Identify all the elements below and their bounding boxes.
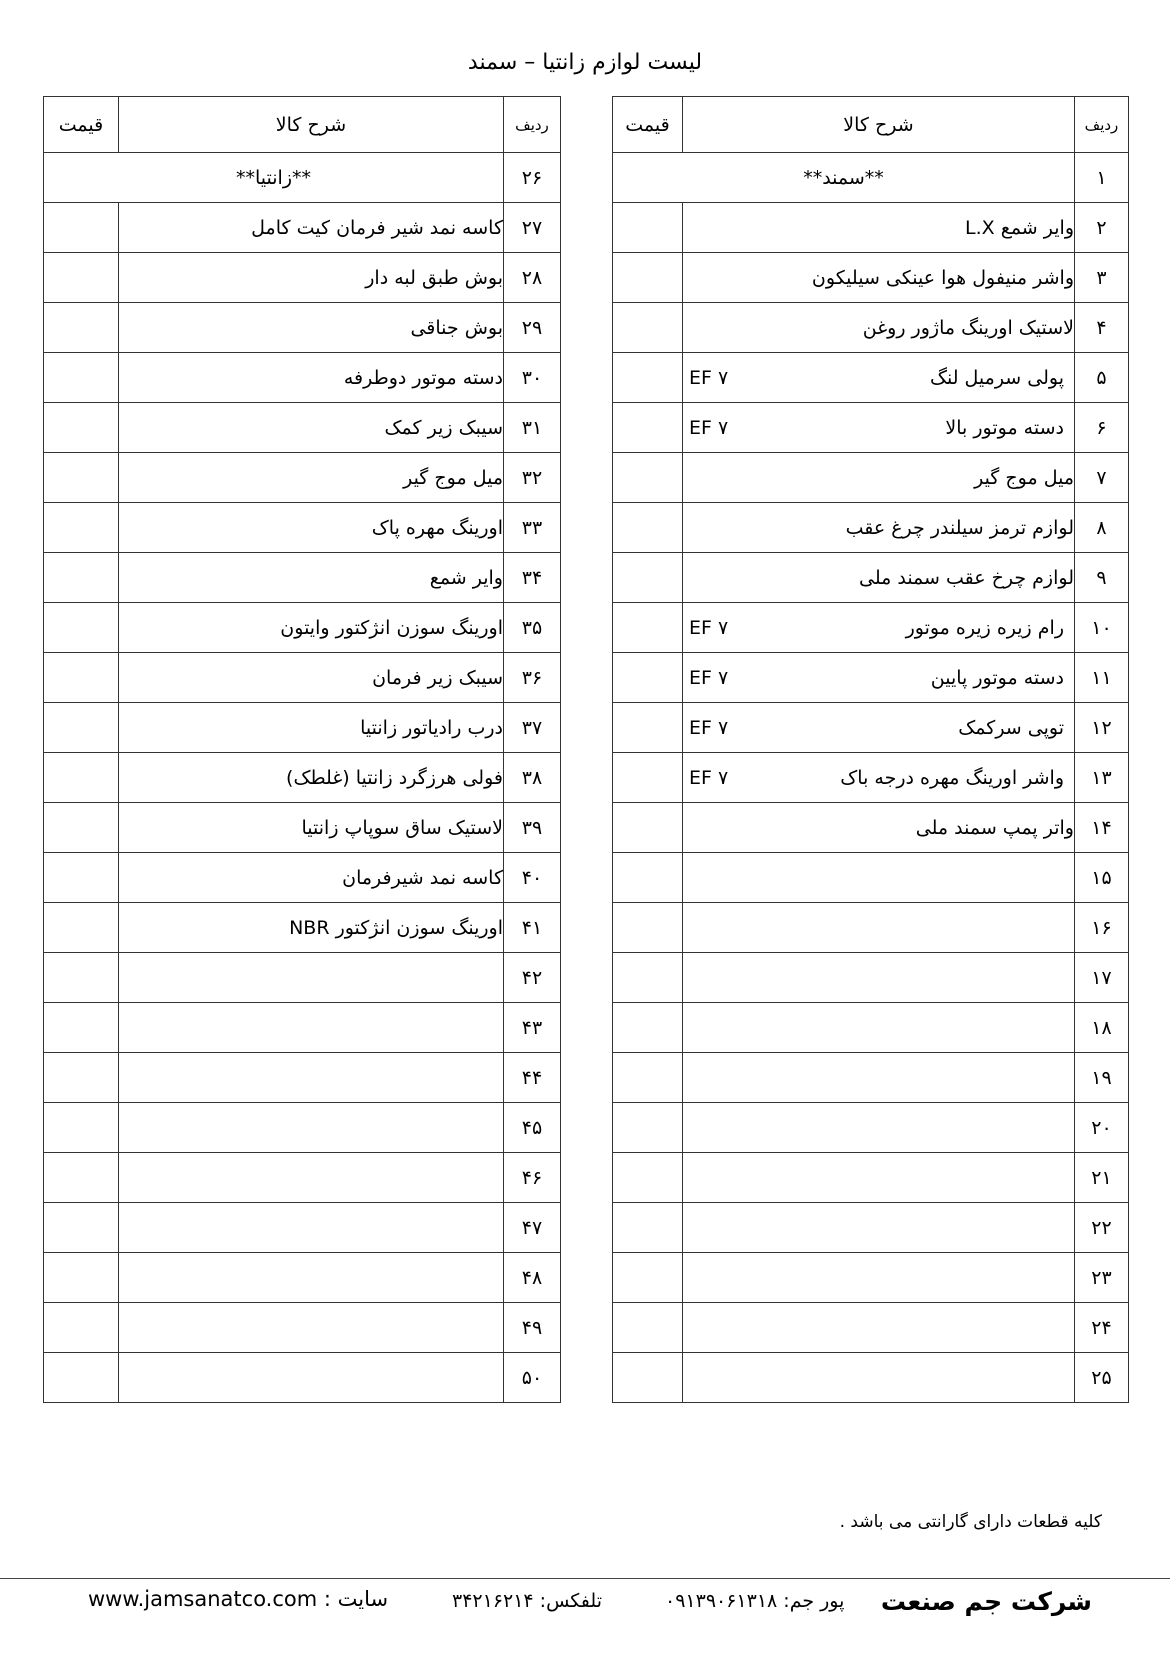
row-number: ۴۶ (504, 1153, 561, 1203)
price-cell[interactable] (613, 253, 683, 303)
item-description (683, 903, 1075, 953)
price-cell[interactable] (44, 553, 119, 603)
table-row (44, 753, 561, 803)
row-number: ۴۹ (504, 1303, 561, 1353)
row-number: ۱۷ (1075, 953, 1129, 1003)
item-name: دسته موتور پایین (930, 666, 1064, 689)
table-row (44, 303, 561, 353)
table-row (613, 1203, 1129, 1253)
price-cell[interactable] (613, 1253, 683, 1303)
item-description (683, 1153, 1075, 1203)
item-description (119, 1353, 504, 1403)
item-description (683, 1003, 1075, 1053)
price-cell[interactable] (44, 853, 119, 903)
price-cell[interactable] (44, 203, 119, 253)
item-description: فولی هرزگرد زانتیا (غلطک) (119, 753, 504, 803)
section-title: **زانتیا** (44, 153, 504, 203)
item-description: لاستیک اورینگ ماژور روغن (683, 303, 1075, 353)
row-number: ۳۶ (504, 653, 561, 703)
item-description (119, 1253, 504, 1303)
price-cell[interactable] (613, 1053, 683, 1103)
item-note: EF ۷ (689, 716, 729, 739)
row-number: ۲۰ (1075, 1103, 1129, 1153)
table-row (613, 853, 1129, 903)
item-description (683, 753, 1075, 803)
table-row (44, 403, 561, 453)
row-number: ۵ (1075, 353, 1129, 403)
row-number: ۴۴ (504, 1053, 561, 1103)
website-label: سایت : (323, 1587, 389, 1611)
price-cell[interactable] (613, 1353, 683, 1403)
table-row (44, 503, 561, 553)
price-cell[interactable] (613, 353, 683, 403)
table-row (613, 253, 1129, 303)
row-number: ۱۴ (1075, 803, 1129, 853)
table-row (44, 353, 561, 403)
row-number: ۴۸ (504, 1253, 561, 1303)
price-cell[interactable] (44, 903, 119, 953)
price-cell[interactable] (613, 1103, 683, 1153)
telfax-number: تلفکس: ۳۴۲۱۶۲۱۴ (452, 1590, 602, 1612)
table-row (44, 853, 561, 903)
price-cell[interactable] (44, 1003, 119, 1053)
table-row (44, 1253, 561, 1303)
price-cell[interactable] (44, 803, 119, 853)
table-row (613, 803, 1129, 853)
table-row (613, 653, 1129, 703)
price-cell[interactable] (44, 353, 119, 403)
table-row (44, 1003, 561, 1053)
item-description: بوش طبق لبه دار (119, 253, 504, 303)
item-name: دسته موتور بالا (945, 416, 1064, 439)
table-row (44, 553, 561, 603)
table-row (613, 403, 1129, 453)
price-cell[interactable] (613, 503, 683, 553)
price-cell[interactable] (44, 1303, 119, 1353)
item-description (683, 603, 1075, 653)
description-header: شرح کالا (683, 97, 1075, 153)
row-number: ۱۲ (1075, 703, 1129, 753)
item-description: اورینگ سوزن انژکتور NBR (119, 903, 504, 953)
website (88, 1587, 388, 1611)
table-row (44, 453, 561, 503)
table-row (44, 703, 561, 753)
item-note: EF ۷ (689, 766, 729, 789)
row-number: ۴۲ (504, 953, 561, 1003)
item-description (683, 1053, 1075, 1103)
item-name: پولی سرمیل لنگ (929, 366, 1064, 389)
price-cell[interactable] (613, 1203, 683, 1253)
table-row (44, 953, 561, 1003)
item-description (683, 853, 1075, 903)
row-number: ۵۰ (504, 1353, 561, 1403)
price-cell[interactable] (44, 1203, 119, 1253)
row-number: ۲۷ (504, 203, 561, 253)
item-description (119, 1003, 504, 1053)
table-row (613, 953, 1129, 1003)
table-row (613, 1303, 1129, 1353)
row-number: ۳۴ (504, 553, 561, 603)
table-row (44, 903, 561, 953)
price-cell[interactable] (613, 653, 683, 703)
item-description: اورینگ سوزن انژکتور وایتون (119, 603, 504, 653)
table-row (613, 703, 1129, 753)
row-number-header: ردیف (1075, 97, 1129, 153)
table-row (613, 903, 1129, 953)
item-description: لاستیک ساق سوپاپ زانتیا (119, 803, 504, 853)
item-description (119, 1203, 504, 1253)
item-description (683, 1103, 1075, 1153)
table-row (613, 1353, 1129, 1403)
price-cell[interactable] (44, 703, 119, 753)
item-description (683, 653, 1075, 703)
price-cell[interactable] (613, 753, 683, 803)
row-number: ۴۳ (504, 1003, 561, 1053)
section-title: **سمند** (613, 153, 1075, 203)
row-number: ۲۶ (504, 153, 561, 203)
row-number: ۴۱ (504, 903, 561, 953)
price-cell[interactable] (613, 403, 683, 453)
price-cell[interactable] (613, 203, 683, 253)
table-row (613, 1003, 1129, 1053)
warranty-note: کلیه قطعات دارای گارانتی می باشد . (839, 1512, 1102, 1532)
item-description: میل موج گیر (683, 453, 1075, 503)
page-title: لیست لوازم زانتیا – سمند (467, 50, 703, 75)
row-number: ۲۴ (1075, 1303, 1129, 1353)
item-name: رام زیره زیره موتور (905, 616, 1064, 639)
item-description (683, 1253, 1075, 1303)
price-header: قیمت (613, 97, 683, 153)
row-number: ۶ (1075, 403, 1129, 453)
table-row (44, 1203, 561, 1253)
mobile-number: پور جم: ۰۹۱۳۹۰۶۱۳۱۸ (665, 1590, 845, 1612)
row-number: ۲۸ (504, 253, 561, 303)
price-cell[interactable] (44, 753, 119, 803)
price-cell[interactable] (44, 303, 119, 353)
table-row (613, 603, 1129, 653)
item-description (683, 1303, 1075, 1353)
table-row (44, 603, 561, 653)
section-row (44, 153, 561, 203)
table-row (613, 453, 1129, 503)
row-number: ۳۰ (504, 353, 561, 403)
price-cell[interactable] (613, 303, 683, 353)
row-number: ۱۱ (1075, 653, 1129, 703)
item-description (683, 403, 1075, 453)
price-cell[interactable] (44, 503, 119, 553)
item-description: لوازم چرخ عقب سمند ملی (683, 553, 1075, 603)
item-description: بوش جناقی (119, 303, 504, 353)
price-cell[interactable] (44, 1353, 119, 1403)
price-cell[interactable] (613, 453, 683, 503)
item-description: سیبک زیر کمک (119, 403, 504, 453)
item-description (683, 1203, 1075, 1253)
price-cell[interactable] (613, 1003, 683, 1053)
row-number: ۳۲ (504, 453, 561, 503)
footer-divider (0, 1578, 1170, 1579)
row-number: ۲۲ (1075, 1203, 1129, 1253)
item-description: کاسه نمد شیرفرمان (119, 853, 504, 903)
item-name: واشر اورینگ مهره درجه باک (840, 766, 1064, 789)
item-description: میل موج گیر (119, 453, 504, 503)
price-cell[interactable] (613, 1153, 683, 1203)
table-row (44, 1103, 561, 1153)
table-row (44, 1353, 561, 1403)
item-description: واشر منیفول هوا عینکی سیلیکون (683, 253, 1075, 303)
description-header: شرح کالا (119, 97, 504, 153)
row-number: ۱۹ (1075, 1053, 1129, 1103)
section-row (613, 153, 1129, 203)
row-number: ۳۳ (504, 503, 561, 553)
price-cell[interactable] (44, 1053, 119, 1103)
row-number: ۳۷ (504, 703, 561, 753)
price-cell[interactable] (44, 653, 119, 703)
item-description: درب رادیاتور زانتیا (119, 703, 504, 753)
item-note: EF ۷ (689, 416, 729, 439)
row-number: ۳۹ (504, 803, 561, 853)
table-row (613, 753, 1129, 803)
website-url[interactable]: www.jamsanatco.com (88, 1587, 318, 1611)
item-description (119, 1153, 504, 1203)
item-name: توپی سرکمک (958, 716, 1064, 739)
row-number: ۱۵ (1075, 853, 1129, 903)
price-cell[interactable] (613, 1303, 683, 1353)
row-number: ۳۵ (504, 603, 561, 653)
item-description: سیبک زیر فرمان (119, 653, 504, 703)
table-row (613, 303, 1129, 353)
row-number: ۲۹ (504, 303, 561, 353)
row-number: ۲۱ (1075, 1153, 1129, 1203)
table-row (613, 203, 1129, 253)
price-cell[interactable] (44, 603, 119, 653)
price-cell[interactable] (44, 1253, 119, 1303)
table-row (44, 253, 561, 303)
price-cell[interactable] (613, 803, 683, 853)
table-row (44, 1053, 561, 1103)
row-number: ۱۶ (1075, 903, 1129, 953)
row-number: ۹ (1075, 553, 1129, 603)
row-number: ۴ (1075, 303, 1129, 353)
row-number: ۳ (1075, 253, 1129, 303)
price-cell[interactable] (44, 403, 119, 453)
price-cell[interactable] (44, 253, 119, 303)
row-number: ۲۳ (1075, 1253, 1129, 1303)
table-row (613, 1053, 1129, 1103)
table-row (44, 1303, 561, 1353)
item-note: EF ۷ (689, 366, 729, 389)
item-description: وایر شمع (119, 553, 504, 603)
table-row (44, 653, 561, 703)
item-description: کاسه نمد شیر فرمان کیت کامل (119, 203, 504, 253)
item-description (119, 1103, 504, 1153)
item-description (683, 353, 1075, 403)
table-row (613, 1103, 1129, 1153)
row-number: ۱۰ (1075, 603, 1129, 653)
price-cell[interactable] (44, 953, 119, 1003)
table-row (613, 553, 1129, 603)
row-number: ۸ (1075, 503, 1129, 553)
item-description (683, 703, 1075, 753)
row-number: ۲۵ (1075, 1353, 1129, 1403)
price-cell[interactable] (613, 703, 683, 753)
table-row (44, 1153, 561, 1203)
xantia-parts-table (43, 96, 561, 1403)
row-number: ۴۷ (504, 1203, 561, 1253)
item-description: واتر پمپ سمند ملی (683, 803, 1075, 853)
samand-parts-table (612, 96, 1129, 1403)
item-description (119, 1303, 504, 1353)
table-row (613, 1153, 1129, 1203)
price-cell[interactable] (613, 603, 683, 653)
item-description: اورینگ مهره پاک (119, 503, 504, 553)
item-description: دسته موتور دوطرفه (119, 353, 504, 403)
item-description (119, 1053, 504, 1103)
table-row (613, 1253, 1129, 1303)
item-description (119, 953, 504, 1003)
item-description (683, 953, 1075, 1003)
price-cell[interactable] (44, 453, 119, 503)
table-row (613, 353, 1129, 403)
row-number-header: ردیف (504, 97, 561, 153)
item-description (683, 1353, 1075, 1403)
item-description: وایر شمع L.X (683, 203, 1075, 253)
table-row (44, 203, 561, 253)
row-number: ۴۰ (504, 853, 561, 903)
row-number: ۳۸ (504, 753, 561, 803)
price-cell[interactable] (613, 953, 683, 1003)
item-note: EF ۷ (689, 616, 729, 639)
row-number: ۱۸ (1075, 1003, 1129, 1053)
row-number: ۳۱ (504, 403, 561, 453)
table-row (44, 803, 561, 853)
item-note: EF ۷ (689, 666, 729, 689)
company-name: شرکت جم صنعت (880, 1587, 1092, 1616)
price-cell[interactable] (613, 853, 683, 903)
row-number: ۷ (1075, 453, 1129, 503)
price-cell[interactable] (613, 553, 683, 603)
price-cell[interactable] (613, 903, 683, 953)
price-cell[interactable] (44, 1153, 119, 1203)
row-number: ۱ (1075, 153, 1129, 203)
table-row (613, 503, 1129, 553)
row-number: ۴۵ (504, 1103, 561, 1153)
price-cell[interactable] (44, 1103, 119, 1153)
item-description: لوازم ترمز سیلندر چرغ عقب (683, 503, 1075, 553)
row-number: ۲ (1075, 203, 1129, 253)
row-number: ۱۳ (1075, 753, 1129, 803)
price-header: قیمت (44, 97, 119, 153)
